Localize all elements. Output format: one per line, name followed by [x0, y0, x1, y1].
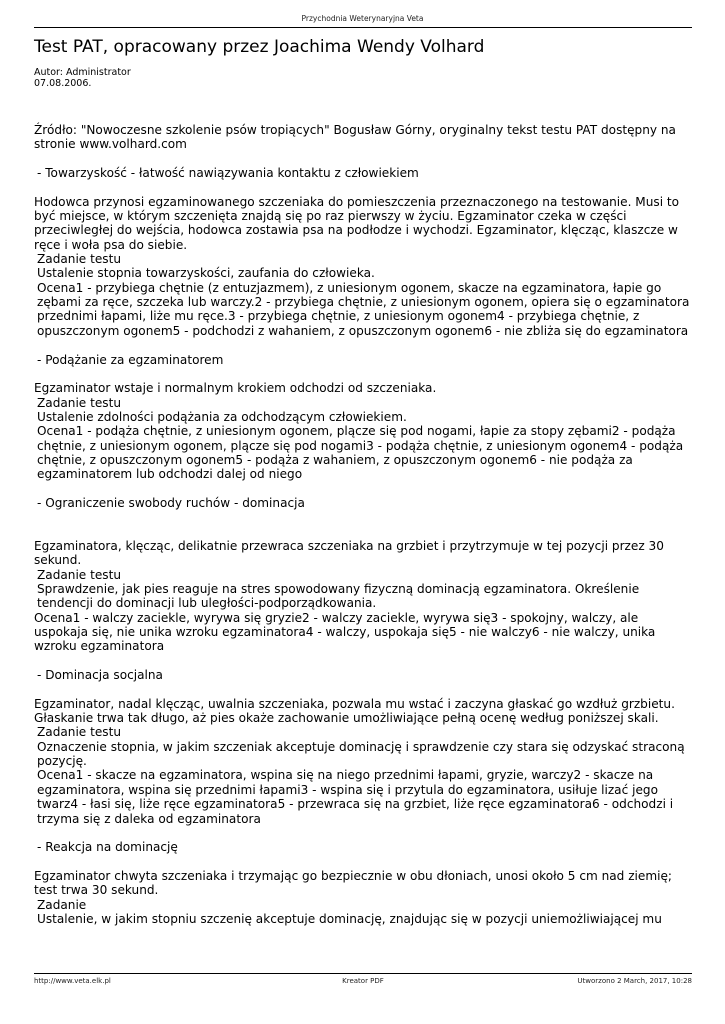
task-text: Ustalenie zdolności podążania za odchodzącym człowiekiem. [37, 409, 407, 424]
author-line: Autor: Administrator [34, 67, 131, 78]
section-heading-social-dominance: - Dominacja socjalna [37, 668, 163, 683]
footer-url: http://www.veta.elk.pl [34, 977, 111, 985]
task-text: Sprawdzenie, jak pies reaguje na stres spowodowany fizyczną dominacją egzaminatora. Określenie tendencji do dominacji lub uległości-podporządkowania. [37, 582, 640, 611]
task-label: Zadanie testu [37, 395, 121, 410]
scores-text: Ocena1 - walczy zaciekle, wyrywa się gryzie2 - walczy zaciekle, wyrywa się3 - spokojny, walczy, ale uspokaja się, nie unika wzroku egzaminatora4 - walczy, uspokaja się5 - nie walczy6 - nie walczy, unika wzroku egzaminatora [34, 610, 656, 654]
task-label: Zadanie [37, 897, 87, 912]
footer-generator: Kreator PDF [342, 977, 384, 985]
article-body [34, 123, 690, 926]
task-text: Oznaczenie stopnia, w jakim szczeniak akceptuje dominację i sprawdzenie czy stara się odzyskać straconą pozycję. [37, 739, 685, 769]
page-header: Przychodnia Weterynaryjna Veta [301, 14, 424, 23]
section-intro: Egzaminator, nadal klęcząc, uwalnia szczeniaka, pozwala mu wstać i zaczyna głaskać go wzdłuż grzbietu. Głaskanie trwa tak długo, aż pies okaże zachowanie umożliwiające pełną ocenę według poniższej skali. [34, 696, 675, 726]
footer-created: Utworzono 2 March, 2017, 10:28 [577, 977, 692, 985]
article-date: 07.08.2006. [34, 78, 92, 89]
task-label: Zadanie testu [37, 252, 121, 267]
section-intro: Egzaminator chwyta szczeniaka i trzymając go bezpiecznie w obu dłoniach, unosi około 5 cm nad ziemię; test trwa 30 sekund. [34, 868, 672, 898]
header-divider [34, 27, 692, 28]
section-intro: Egzaminatora, klęcząc, delikatnie przewraca szczeniaka na grzbiet i przytrzymuje w tej pozycji przez 30 sekund. [34, 538, 664, 568]
scores-text: Ocena1 - przybiega chętnie (z entuzjazmem), z uniesionym ogonem, skacze na egzaminatora, łapie go zębami za ręce, szczeka lub warczy.2 - przybiega chętnie, z uniesionym ogonem, opiera się o egzaminatora przednimi łapami, liże mu ręce.3 - przybiega chętnie, z uniesionym ogonem4 - przybiega chętnie, z opuszczonym ogonem5 - podchodzi z wahaniem, z opuszczonym ogonem6 - nie zbliża się do egzaminatora [37, 280, 690, 338]
section-heading-restraint: - Ograniczenie swobody ruchów - dominacja [37, 495, 305, 510]
task-text: Ustalenie stopnia towarzyskości, zaufania do człowieka. [37, 266, 375, 281]
section-intro: Egzaminator wstaje i normalnym krokiem odchodzi od szczeniaka. [34, 381, 437, 396]
task-label: Zadanie testu [37, 725, 121, 740]
section-heading-elevation: - Reakcja na dominację [37, 840, 178, 855]
article-title: Test PAT, opracowany przez Joachima Wendy Volhard [34, 37, 485, 57]
scores-text: Ocena1 - skacze na egzaminatora, wspina się na niego przednimi łapami, gryzie, warczy2 - skacze na egzaminatora, wspina się przednimi łapami3 - wspina się i przytula do egzaminatora, usiłuje lizać jego twarz4 - łasi się, liże ręce egzaminatora5 - przewraca się na grzbiet, liże ręce egzaminatora6 - odchodzi i trzyma się z daleka od egzaminatora [37, 768, 674, 826]
section-intro: Hodowca przynosi egzaminowanego szczeniaka do pomieszczenia przeznaczonego na testowanie. Musi to być miejsce, w którym szczenięta znajdą się po raz pierwszy w życiu. Egzaminator czeka w części przeciwległej do wejścia, hodowca zostawia psa na podłodze i wychodzi. Egzaminator, klęcząc, klaszcze w ręce i woła psa do siebie. [34, 194, 680, 252]
task-label: Zadanie testu [37, 567, 121, 582]
page-footer [34, 977, 692, 985]
section-heading-sociability: - Towarzyskość - łatwość nawiązywania kontaktu z człowiekiem [37, 166, 419, 181]
footer-divider [34, 973, 692, 974]
article-meta [34, 67, 131, 89]
section-heading-following: - Podążanie za egzaminatorem [37, 352, 224, 367]
scores-text: Ocena1 - podąża chętnie, z uniesionym ogonem, plącze się pod nogami, łapie za stopy zębami2 - podąża chętnie, z uniesionym ogonem, plącze się pod nogami3 - podąża chętnie, z uniesionym ogonem4 - podąża chętnie, z opuszczonym ogonem5 - podąża z wahaniem, z opuszczonym ogonem6 - nie podąża za egzaminatorem lub odchodzi dalej od niego [37, 424, 684, 482]
task-text: Ustalenie, w jakim stopniu szczenię akceptuje dominację, znajdując się w pozycji uniemożliwiającej mu [37, 911, 662, 926]
source-paragraph: Źródło: "Nowoczesne szkolenie psów tropiących" Bogusław Górny, oryginalny tekst testu PAT dostępny na stronie www.volhard.com [34, 123, 676, 152]
